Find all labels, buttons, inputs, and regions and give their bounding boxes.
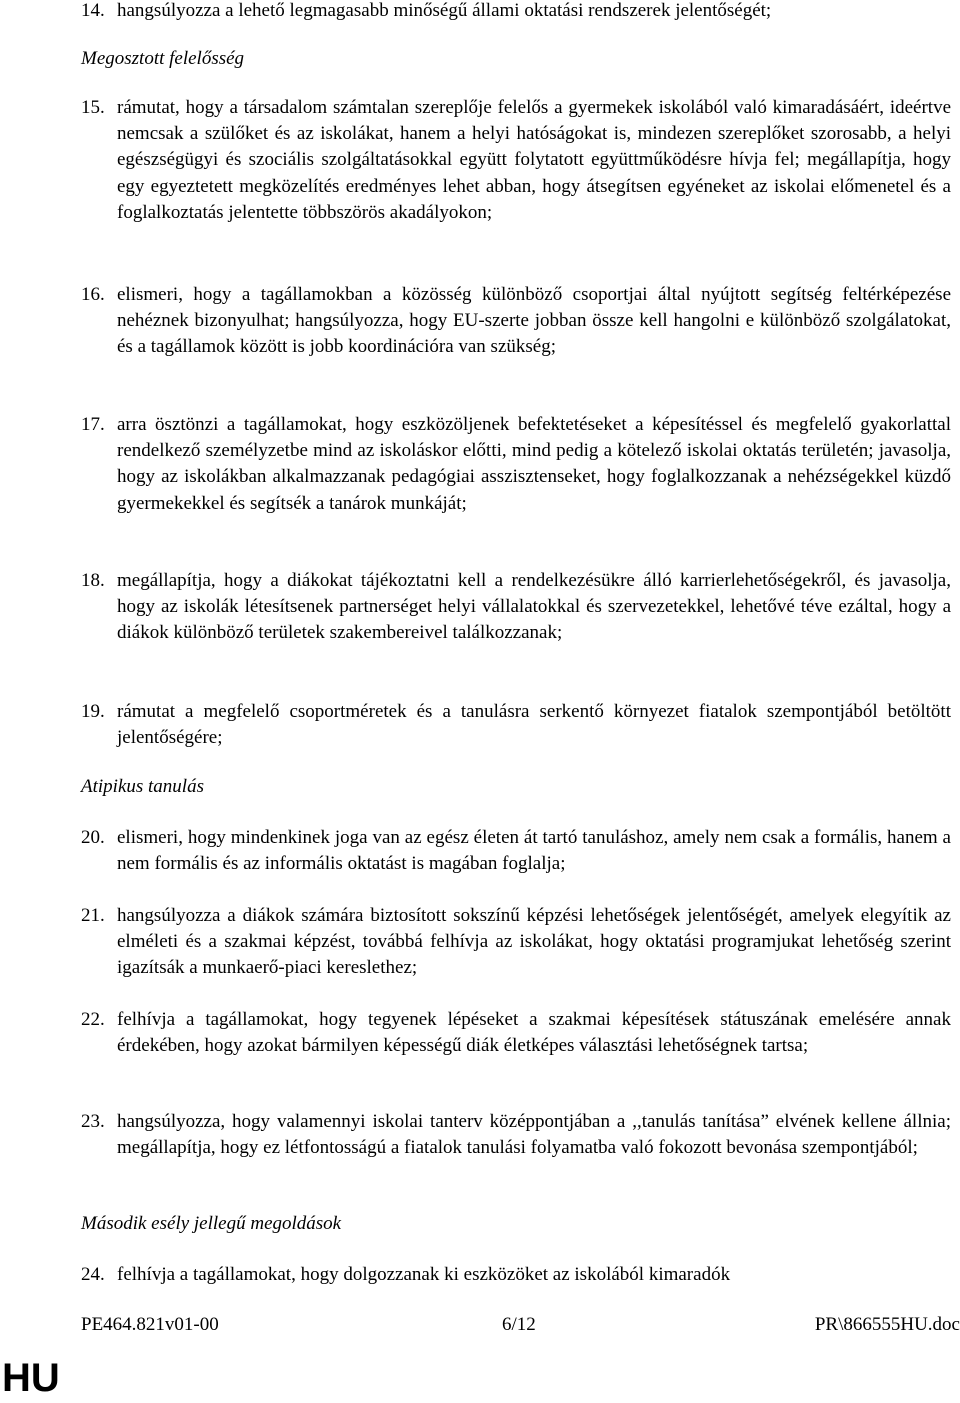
section-heading-second-chance: Második esély jellegű megoldások (81, 1213, 342, 1234)
paragraph-18 (81, 568, 951, 647)
paragraph-text: megállapítja, hogy a diákokat tájékoztatni kell a rendelkezésükre álló karrierlehetőségekről, és javasolja, hogy az iskolák létesítsenek partnerséget helyi vállalatokkal és szervezetekkel, lehetővé téve ezáltal, hogy a diákok különböző területek szakembereivel találkozzanak; (117, 570, 951, 644)
footer-page-number: 6/12 (502, 1314, 536, 1335)
paragraph-text: felhívja a tagállamokat, hogy dolgozzanak ki eszközöket az iskolából kimaradók (117, 1264, 731, 1285)
paragraph-text: elismeri, hogy a tagállamokban a közösség különböző csoportjai által nyújtott segítség feltérképezése nehéznek bizonyulhat; hangsúlyozza, hogy EU-szerte jobban össze kell hangolni e különböző szolgálatokat, és a tagállamok között is jobb koordinációra van szükség; (117, 284, 951, 358)
paragraph-19 (81, 699, 951, 751)
footer-file-ref: PR\866555HU.doc (814, 1314, 960, 1335)
paragraph-number: 24. (81, 1264, 105, 1285)
paragraph-20 (81, 825, 951, 877)
page-footer (81, 1312, 960, 1338)
paragraph-number: 16. (81, 284, 105, 305)
paragraph-number: 21. (81, 905, 105, 926)
paragraph-number: 20. (81, 827, 105, 848)
paragraph-text: hangsúlyozza a diákok számára biztosított sokszínű képzési lehetőségek jelentőségét, amelyek elegyítik az elméleti és a szakmai képzést, továbbá felhívja az iskolákat, hogy oktatási programjukat lehetőség szerint igazítsák a munkaerő-piaci kereslethez; (117, 905, 951, 979)
paragraph-text: rámutat, hogy a társadalom számtalan szereplője felelős a gyermekek iskolából való kimaradásáért, ideértve nemcsak a szülőket és az iskolákat, hanem a helyi hatóságokat is, mindezen szereplőket szorosabb, a helyi egészségügyi és szociális szolgáltatásokkal együtt folytatott együttműködésre hívja fel; megállapítja, hogy egy egyeztetett megközelítés eredményes lehet abban, hogy átsegítsen egyéneket az iskolai előmenetel és a foglalkoztatás jelentette többszörös akadályokon; (117, 97, 951, 223)
paragraph-number: 15. (81, 97, 105, 118)
paragraph-24 (81, 1262, 951, 1288)
paragraph-number: 19. (81, 701, 105, 722)
paragraph-22 (81, 1007, 951, 1059)
paragraph-21 (81, 903, 951, 982)
paragraph-number: 23. (81, 1111, 105, 1132)
paragraph-14 (81, 0, 951, 24)
section-heading-atypical-learning: Atipikus tanulás (81, 776, 204, 797)
paragraph-text: hangsúlyozza, hogy valamennyi iskolai tanterv középpontjában a ,,tanulás tanítása” elvének kellene állnia; megállapítja, hogy ez létfontosságú a fiatalok tanulási folyamatba való fokozott bevonása szempontjából; (117, 1111, 951, 1159)
paragraph-16 (81, 282, 951, 361)
paragraph-number: 17. (81, 414, 105, 435)
section-heading-shared-responsibility: Megosztott felelősség (81, 48, 245, 69)
paragraph-15 (81, 95, 951, 226)
paragraph-text: felhívja a tagállamokat, hogy tegyenek lépéseket a szakmai képesítések státuszának emelésére annak érdekében, hogy azokat bármilyen képességű diák életképes választási lehetőségnek tartsa; (117, 1009, 951, 1057)
paragraph-number: 18. (81, 570, 105, 591)
paragraph-23 (81, 1109, 951, 1161)
language-code: HU (2, 1356, 60, 1400)
paragraph-text: hangsúlyozza a lehető legmagasabb minőségű állami oktatási rendszerek jelentőségét; (117, 0, 772, 21)
footer-doc-ref: PE464.821v01-00 (81, 1314, 219, 1335)
paragraph-17 (81, 412, 951, 517)
paragraph-text: elismeri, hogy mindenkinek joga van az egész életen át tartó tanuláshoz, amely nem csak a formális, hanem a nem formális és az informális oktatást is magában foglalja; (117, 827, 951, 875)
paragraph-number: 22. (81, 1009, 105, 1030)
paragraph-text: arra ösztönzi a tagállamokat, hogy eszközöljenek befektetéseket a képesítéssel és megfelelő gyakorlattal rendelkező személyzetbe mind az iskoláskor előtti, mind pedig a kötelező iskolai oktatás területén; javasolja, hogy az iskolákban alkalmazzanak pedagógiai asszisztenseket, hogy foglalkozzanak a nehézségekkel küzdő gyermekekkel és segítsék a tanárok munkáját; (117, 414, 951, 514)
paragraph-text: rámutat a megfelelő csoportméretek és a tanulásra serkentő környezet fiatalok szempontjából betöltött jelentőségére; (117, 701, 951, 749)
paragraph-number: 14. (81, 0, 105, 21)
